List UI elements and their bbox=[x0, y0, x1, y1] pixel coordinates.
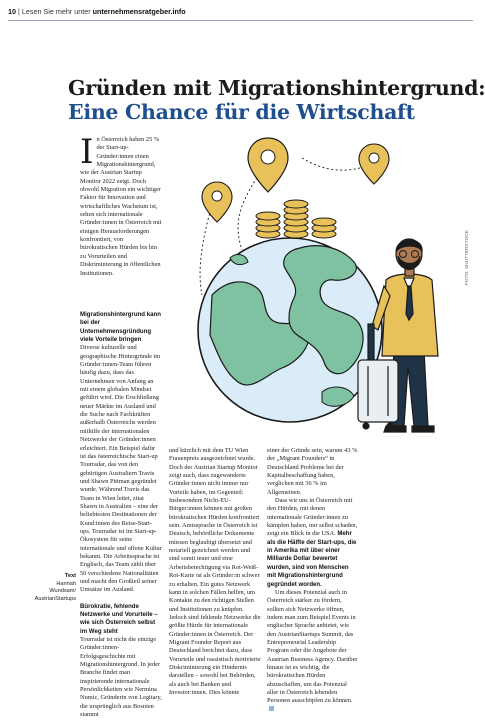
headline-line-2: Eine Chance für die Wirtschaft bbox=[68, 100, 415, 124]
lead-text: n Österreich haben 25 % der Start-up-Gründer:innen einen Migrationshintergrund, wie der Austrian Startup Monitor 2022 zeigt. Doch obwohl Migration ein wichtiger Faktor für Innovation und wirtschaftliches Wachstum ist, sehen sich internationale Gründer:innen in Österreich mit einigen Herausforderungen konfrontiert, von bürokratischen Hürden bis hin zu Vorurteilen und Diskriminierung in öffentlichen Institutionen. bbox=[80, 136, 162, 277]
top-rule bbox=[8, 20, 473, 21]
map-pin-icon bbox=[202, 182, 232, 222]
running-head-prefix: Lesen Sie mehr unter bbox=[21, 7, 91, 16]
credit-first-name: Hannah bbox=[56, 580, 76, 587]
column-3 bbox=[267, 447, 359, 714]
column-1 bbox=[80, 311, 162, 720]
running-head bbox=[8, 7, 186, 16]
column-3-text-b: Dass wir uns in Österreich mit den Hürden, mit denen internationale Gründer:innen zu kämpfen haben, nur selbst schaden, zeigt ein Blick in die USA. bbox=[267, 497, 358, 538]
map-pin-icon bbox=[248, 138, 288, 192]
credit-label: Text bbox=[64, 573, 76, 579]
subheading-bureaucracy: Bürokratie, fehlende Netzwerke und Vorurteile – wie sich Österreich selbst im Weg steht bbox=[80, 602, 158, 635]
coin-stack-icon bbox=[256, 200, 336, 238]
globe-icon bbox=[198, 238, 382, 422]
column-2-text: und kürzlich mit dem TU Wien Frauenpreis ausgezeichnet wurde. Doch der Austrian Startup Monitor zeigt auch, dass zugewanderte Gründer:innen nicht immer nur Vorteile haben, im Gegenteil: Insbesondere Nicht-EU-Bürger:innen können mit großen bürokratischen Hürden konfrontiert sein. Amtssprache in Österreich ist Deutsch, behördliche Dokumente müssen beglaubigt übersetzt und notariell gezeichnet werden und sind somit teuer und eine Arbeitsberechtigung via Rot-Weiß-Rot-Karte ist als Gründer:in schwer zu erhalten. Ein gutes Netzwerk kann in solchen Fällen helfen, um Kontakte zu den richtigen Stellen und Institutionen zu knüpfen. Jedoch sind fehlende Netzwerke die größte Hürde für internationale Gründer:innen in Österreich. Der Migrant Founder Report aus Deutschland berichtet dazu, dass Vorurteile und rassistisch motivierte Diskriminierung ein Hindernis darstellen – sowohl bei Behörden, als auch bei Banken und Investor:innen. Dies könnte bbox=[169, 447, 261, 696]
map-pin-icon bbox=[359, 144, 389, 184]
column-3-text-a: einer der Gründe sein, warum 43 % der „Migrant Founders“ in Deutschland Probleme bei der Kapitalbeschaffung haben, verglichen mit 36 % im Allgemeinen. bbox=[267, 447, 358, 496]
column-1-text-2: Tourradar ist nicht die einzige Gründer:innen-Erfolgsgeschichte mit Migrationshintergrund. In jeder Branche findet man inspirierende internationale Persönlichkeiten wie Nermina Numic, Gründerin von Legitary, die ursprünglich aus Bosnien stammt bbox=[80, 636, 162, 719]
running-head-site: unternehmensratgeber.info bbox=[92, 7, 186, 16]
end-square-icon bbox=[269, 706, 274, 711]
author-credit bbox=[28, 573, 76, 603]
column-3-text-c: Um dieses Potenzial auch in Österreich stärker zu fördern, sollten sich Netzwerke öffnen, indem man zum Beispiel Events in englischer Sprache anbietet, wie den AustrianStartups Summit, das Entrepreneurial Leadership Program oder die Angebote der Austrian Business Agency. Darüber hinaus ist es wichtig, die bürokratischen Hürden abzuschaffen, um das Potenzial aller in Österreich lebenden Personen ausschöpfen zu können. bbox=[267, 588, 358, 705]
running-head-separator: | bbox=[18, 7, 22, 16]
credit-organisation: AustrianStartups bbox=[34, 595, 76, 602]
page-number: 10 bbox=[8, 7, 16, 16]
column-3-bold: Mehr als die Hälfte der Start-ups, die in Amerika mit über einer Milliarde Dollar bewertet wurden, sind von Menschen mit Migrationshintergrund gegründet worden. bbox=[267, 530, 357, 588]
photo-credit: FOTO: SHUTTERSTOCK bbox=[465, 230, 470, 285]
column-2 bbox=[169, 447, 261, 697]
credit-last-name: Wundsam/ bbox=[49, 588, 76, 595]
headline-line-1: Gründen mit Migrationshintergrund: bbox=[68, 76, 485, 100]
lead-paragraph bbox=[80, 132, 162, 278]
subheading-advantages: Migrationshintergrund kann bei der Unternehmensgründung viele Vorteile bringen bbox=[80, 311, 161, 344]
businessman-globe-illustration bbox=[172, 130, 472, 442]
dropcap: I bbox=[80, 132, 94, 172]
column-1-text: Diverse kulturelle und geographische Hintergründe im Gründer:innen-Team führen häufig dazu, dass das Unternehmen von Anfang an mit einem globalen Mindset geführt wird. Die Erschließung neuer Märkte im Ausland und die Suche nach Fachkräften außerhalb Österreichs werden mithilfe der internationalen Netzwerke der Gründer:innen erleichtert. Ein Beispiel dafür ist das österreichische Start-up Tourradar, das von den gebürtigen Australiern Travis und Shawn Pittman gegründet wurde. Während Travis das Team in Wien leitet, zitat Shawn in Australien – eine der beliebtesten Destinationen der Kund:innen des Reise-Start-ups. Tourradar ist im Start-up-Ökosystem für seine internationale und offene Kultur bekannt. Die Arbeitssprache ist Englisch, das Team zählt über 50 verschiedene Nationalitäten und macht den Großteil seiner Umsätze im Ausland. bbox=[80, 344, 162, 594]
headline bbox=[68, 76, 485, 124]
